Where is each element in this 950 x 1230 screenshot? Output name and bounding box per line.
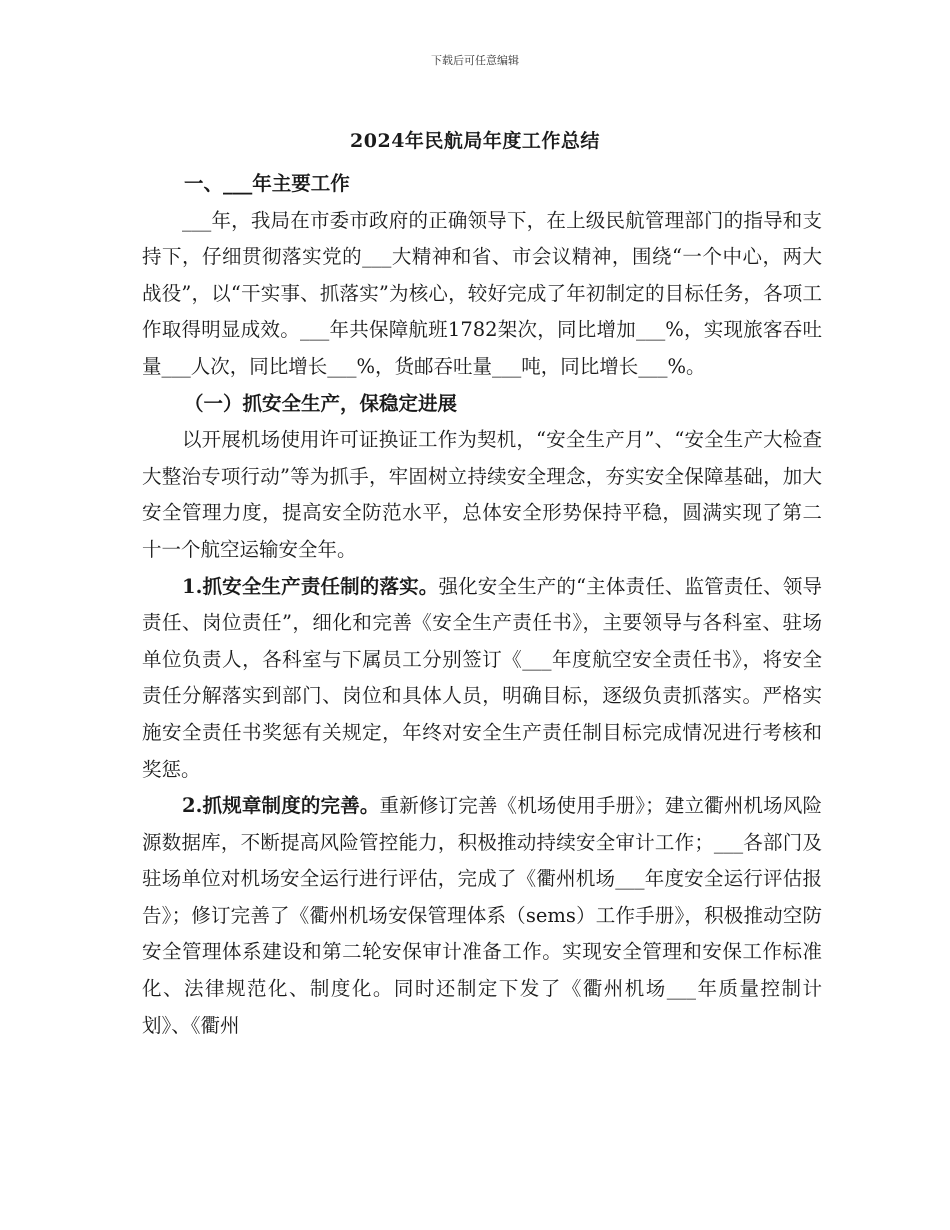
page-header-note: 下载后可任意编辑 — [431, 54, 519, 67]
item-paragraph-2 — [142, 788, 822, 1044]
item-lead-2: 2.抓规章制度的完善。 — [182, 794, 380, 818]
item-body-1: 强化安全生产的“主体责任、监管责任、领导责任、岗位责任”，细化和完善《安全生产责任书》，主要领导与各科室、驻场单位负责人，各科室与下属员工分别签订《___年度航空安全责任书》，将安全责任分解落实到部门、岗位和具体人员，明确目标，逐级负责抓落实。严格实施安全责任书奖惩有关规定，年终对安全生产责任制目标完成情况进行考核和奖惩。 — [142, 574, 822, 781]
item-paragraph-1 — [142, 569, 822, 789]
section-heading: 一、___年主要工作 — [184, 172, 350, 195]
document-title: 2024年民航局年度工作总结 — [350, 130, 600, 152]
subsection-heading: （一）抓安全生产，保稳定进展 — [184, 391, 458, 415]
item-lead-1: 1.抓安全生产责任制的落实。 — [182, 574, 439, 598]
item-body-2: 重新修订完善《机场使用手册》；建立衢州机场风险源数据库，不断提高风险管控能力，积极推动持续安全审计工作；___各部门及驻场单位对机场安全运行进行评估，完成了《衢州机场___年度安全运行评估报告》；修订完善了《衢州机场安保管理体系（sems）工作手册》，积极推动空防安全管理体系建设和第二轮安保审计准备工作。实现安全管理和安保工作标准化、法律规范化、制度化。同时还制定下发了《衢州机场___年质量控制计划》、《衢州 — [142, 794, 822, 1037]
section-intro-paragraph: ___年，我局在市委市政府的正确领导下，在上级民航管理部门的指导和支持下，仔细贯彻落实党的___大精神和省、市会议精神，围绕“一个中心，两大战役”，以“干实事、抓落实”为核心，较好完成了年初制定的目标任务，各项工作取得明显成效。___年共保障航班1782架次，同比增加___%，实现旅客吞吐量___人次，同比增长___%，货邮吞吐量___吨，同比增长___%。 — [142, 208, 822, 378]
subsection-intro-paragraph: 以开展机场使用许可证换证工作为契机，“安全生产月”、“安全生产大检查大整治专项行动”等为抓手，牢固树立持续安全理念，夯实安全保障基础，加大安全管理力度，提高安全防范水平，总体安全形势保持平稳，圆满实现了第二十一个航空运输安全年。 — [142, 428, 822, 561]
document-body — [142, 166, 822, 1044]
